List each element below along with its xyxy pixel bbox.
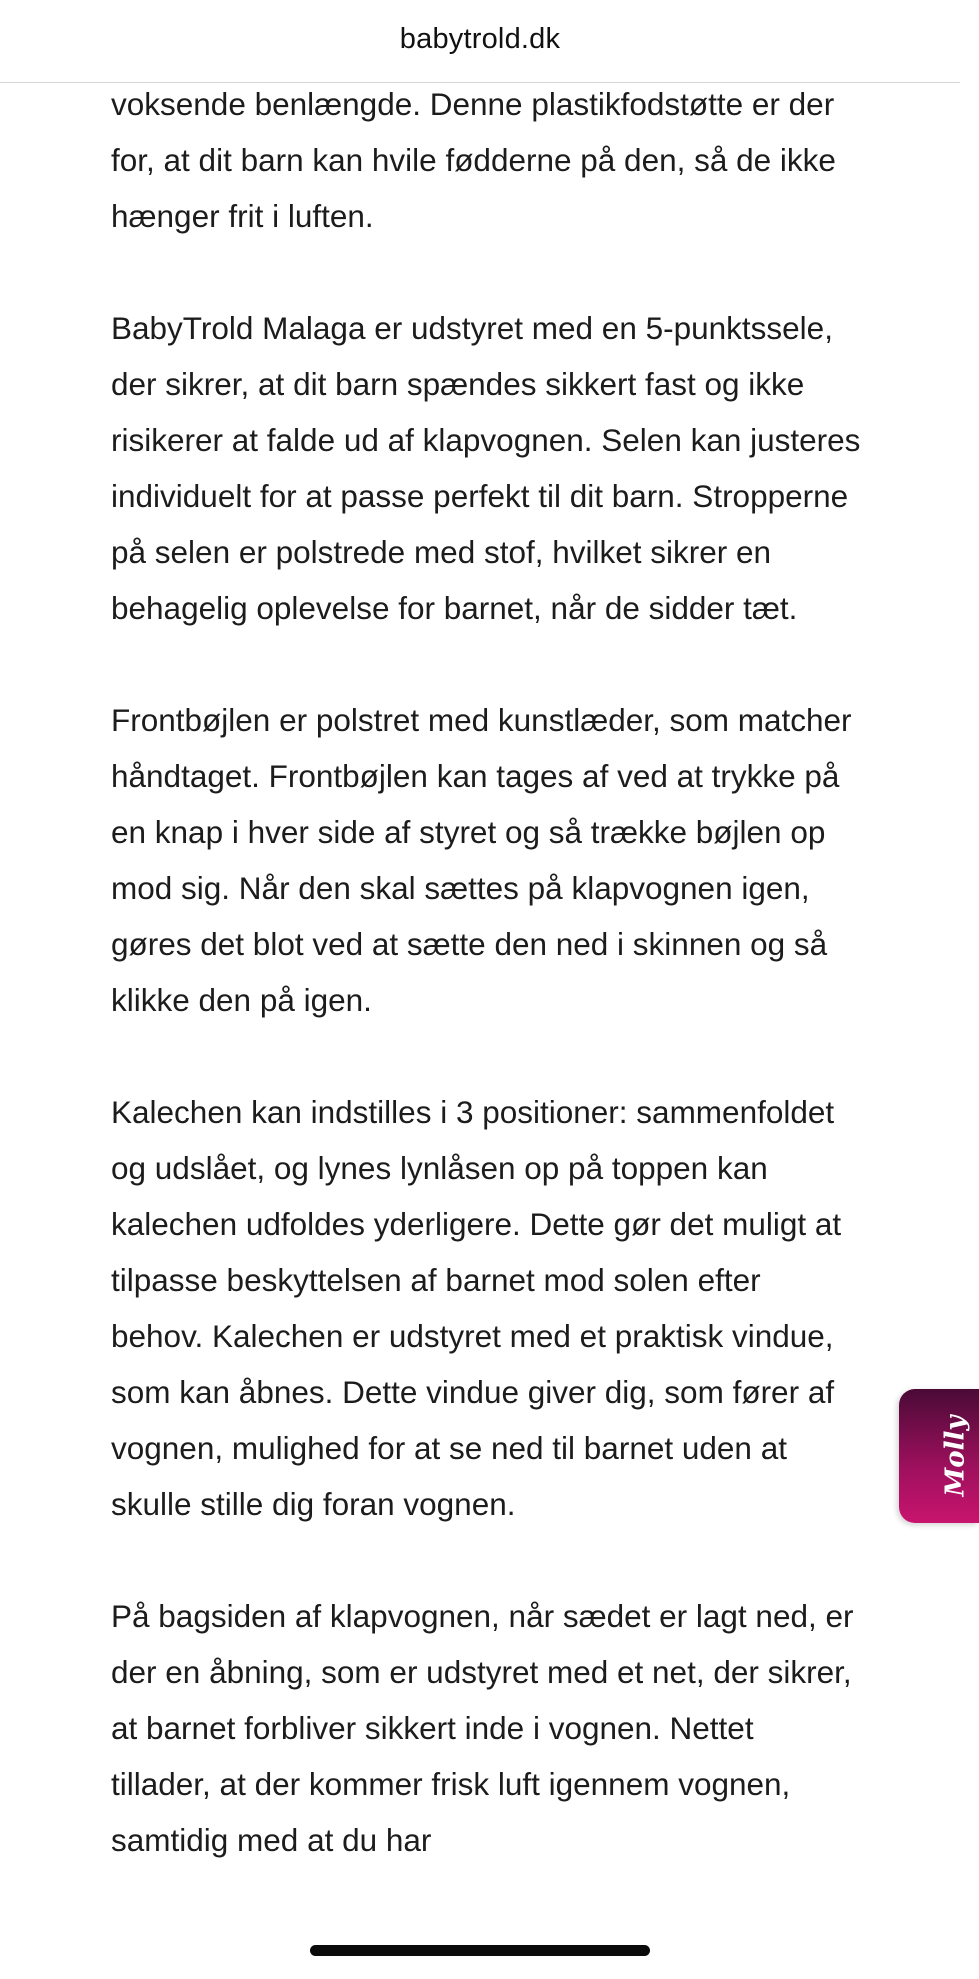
home-indicator: [310, 1945, 650, 1956]
molly-chat-button[interactable]: [899, 1389, 979, 1523]
address-bar[interactable]: [0, 0, 960, 83]
paragraph-footrest: voksende benlængde. Denne plastikfodstøtte er der for, at dit barn kan hvile fødderne på den, så de ikke hænger frit i luften.: [111, 86, 836, 234]
molly-chat-label: Molly: [940, 1415, 971, 1497]
article-body: [111, 76, 861, 1924]
paragraph-rear-net: På bagsiden af klapvognen, når sædet er lagt ned, er der en åbning, som er udstyret med et net, der sikrer, at barnet forbliver sikkert inde i vognen. Nettet tillader, at der kommer frisk luft igennem vognen, samtidig med at du har: [111, 1598, 854, 1858]
url-text[interactable]: babytrold.dk: [399, 22, 561, 55]
paragraph-bumper-bar: Frontbøjlen er polstret med kunstlæder, som matcher håndtaget. Frontbøjlen kan tages af ved at trykke på en knap i hver side af styret og så trække bøjlen op mod sig. Når den skal sættes på klapvognen igen, gøres det blot ved at sætte den ned i skinnen og så klikke den på igen.: [111, 702, 852, 1018]
paragraph-canopy: Kalechen kan indstilles i 3 positioner: sammenfoldet og udslået, og lynes lynlåsen op på toppen kan kalechen udfoldes yderligere. Dette gør det muligt at tilpasse beskyttelsen af barnet mod solen efter behov. Kalechen er udstyret med et praktisk vindue, som kan åbnes. Dette vindue giver dig, som fører af vognen, mulighed for at se ned til barnet uden at skulle stille dig foran vognen.: [111, 1094, 842, 1522]
paragraph-harness: BabyTrold Malaga er udstyret med en 5-punktssele, der sikrer, at dit barn spændes sikkert fast og ikke risikerer at falde ud af klapvognen. Selen kan justeres individuelt for at passe perfekt til dit barn. Stropperne på selen er polstrede med stof, hvilket sikrer en behagelig oplevelse for barnet, når de sidder tæt.: [111, 310, 861, 626]
